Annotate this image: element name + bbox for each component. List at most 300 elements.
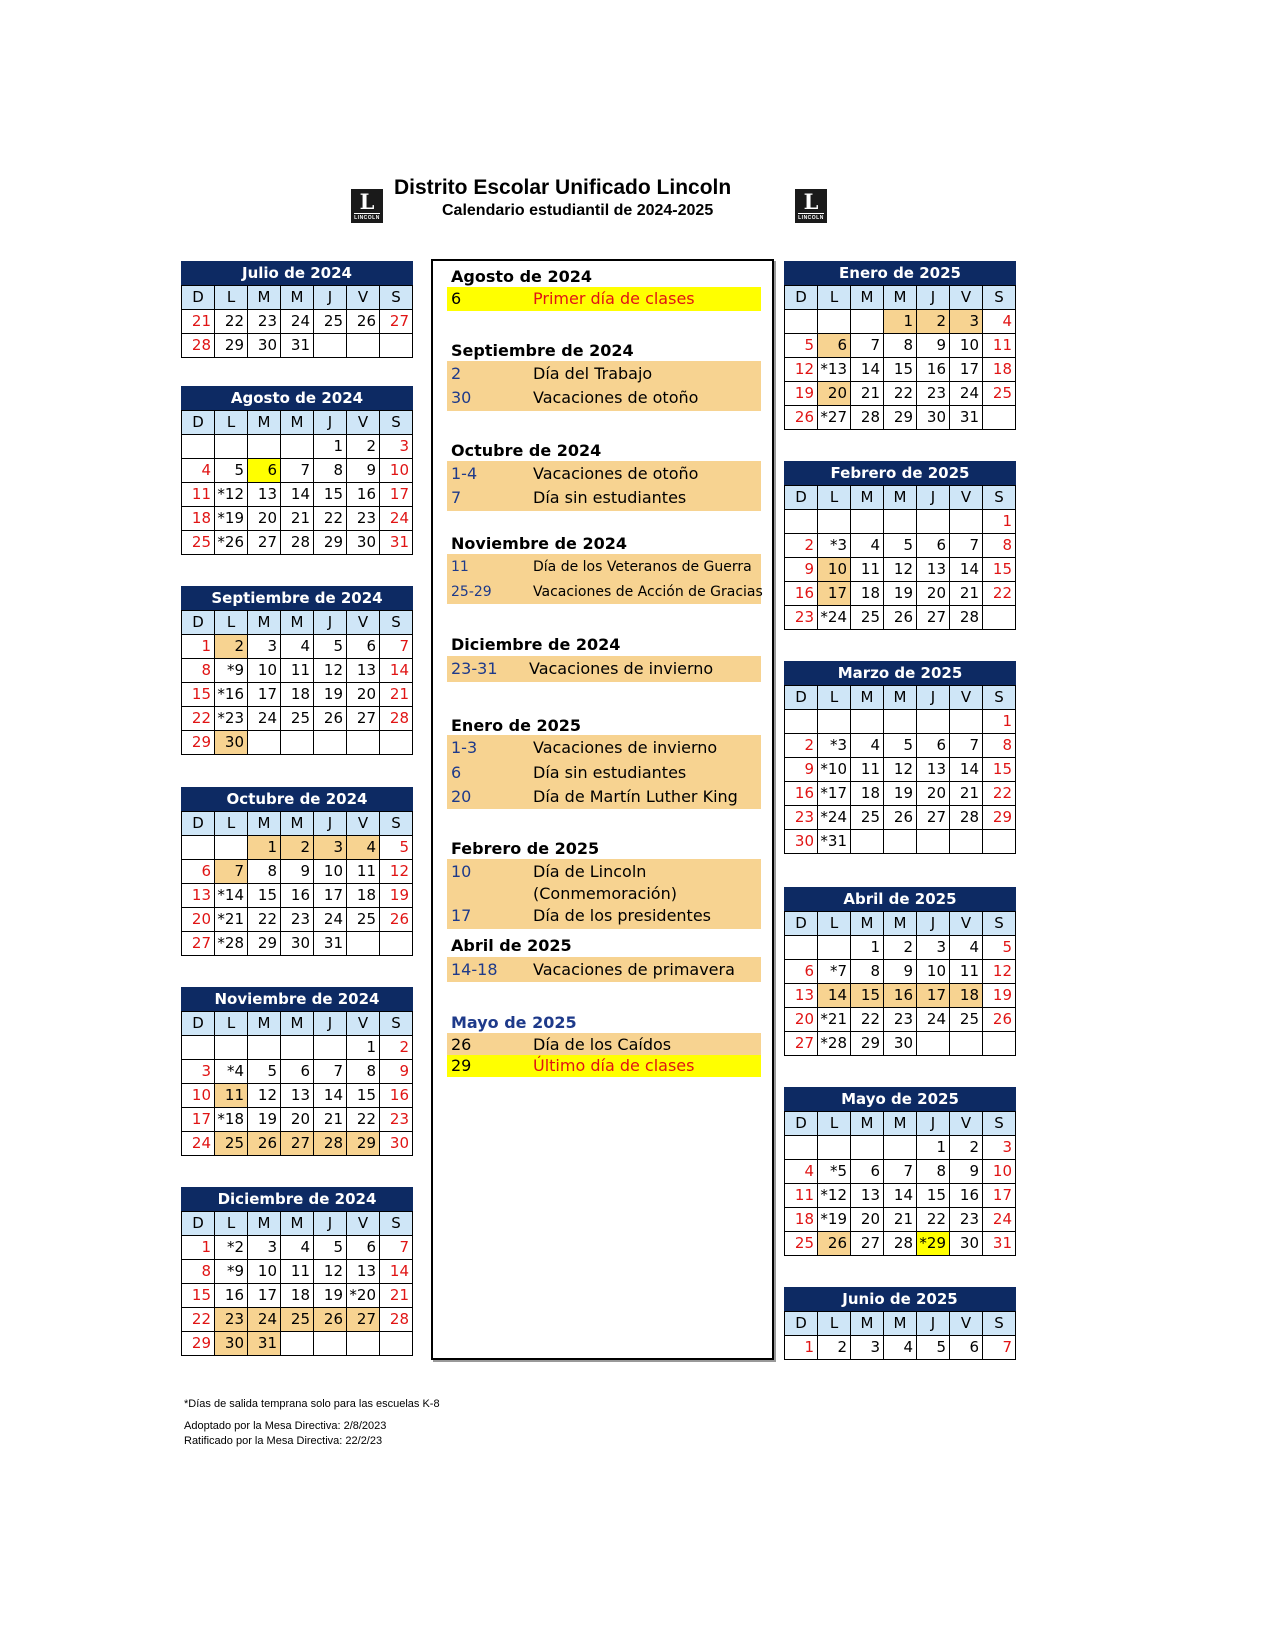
footnote-ratified: Ratificado por la Mesa Directiva: 22/2/23: [184, 1435, 383, 1447]
day-cell: [347, 731, 380, 755]
day-cell: 9: [950, 1160, 983, 1184]
events-heading: Diciembre de 2024: [451, 635, 621, 654]
day-cell: 24: [248, 707, 281, 731]
day-cell: [281, 1036, 314, 1060]
day-cell: 8: [884, 334, 917, 358]
day-cell: 18: [281, 683, 314, 707]
day-cell: 22: [248, 908, 281, 932]
day-cell: 14: [950, 758, 983, 782]
event-date: 23-31: [451, 659, 498, 678]
day-cell: 26: [314, 707, 347, 731]
day-cell: 18: [851, 782, 884, 806]
day-cell: [314, 1036, 347, 1060]
weekday-header: D: [182, 611, 215, 635]
lincoln-logo-left: [351, 189, 383, 223]
day-cell: [314, 731, 347, 755]
day-cell: [380, 334, 413, 358]
event-text: Último día de clases: [533, 1056, 695, 1075]
week-row: [785, 558, 1016, 582]
day-cell: 7: [215, 860, 248, 884]
week-row: [182, 459, 413, 483]
day-cell: 20: [281, 1108, 314, 1132]
day-cell: 5: [215, 459, 248, 483]
calendar-grid: [784, 285, 1016, 430]
weekday-header: J: [917, 912, 950, 936]
day-cell: 21: [281, 507, 314, 531]
weekday-header: M: [281, 411, 314, 435]
day-cell: 4: [884, 1336, 917, 1360]
day-cell: 20: [248, 507, 281, 531]
day-cell: 13: [917, 758, 950, 782]
day-cell: [983, 830, 1016, 854]
weekday-header: M: [248, 1212, 281, 1236]
day-cell: 15: [983, 758, 1016, 782]
day-cell: 6: [248, 459, 281, 483]
day-cell: 25: [314, 310, 347, 334]
day-cell: 2: [785, 734, 818, 758]
day-cell: 16: [785, 782, 818, 806]
week-row: [785, 1184, 1016, 1208]
weekday-header-row: [785, 486, 1016, 510]
weekday-header: S: [983, 486, 1016, 510]
day-cell: 26: [818, 1232, 851, 1256]
month-title: Diciembre de 2024: [181, 1187, 413, 1211]
day-cell: [818, 310, 851, 334]
day-cell: *17: [818, 782, 851, 806]
weekday-header: V: [950, 1112, 983, 1136]
day-cell: 16: [950, 1184, 983, 1208]
event-date: 26: [451, 1035, 472, 1054]
day-cell: 15: [314, 483, 347, 507]
day-cell: 28: [380, 707, 413, 731]
day-cell: 25: [851, 806, 884, 830]
day-cell: [281, 731, 314, 755]
day-cell: 25: [950, 1008, 983, 1032]
day-cell: 17: [248, 1284, 281, 1308]
week-row: [785, 758, 1016, 782]
day-cell: 26: [380, 908, 413, 932]
weekday-header: M: [851, 286, 884, 310]
day-cell: 22: [314, 507, 347, 531]
week-row: [785, 510, 1016, 534]
day-cell: 4: [950, 936, 983, 960]
day-cell: *21: [818, 1008, 851, 1032]
day-cell: 2: [950, 1136, 983, 1160]
weekday-header: L: [215, 611, 248, 635]
day-cell: 27: [347, 1308, 380, 1332]
page-title: Distrito Escolar Unificado Lincoln: [394, 176, 732, 199]
day-cell: 26: [314, 1308, 347, 1332]
day-cell: 13: [281, 1084, 314, 1108]
day-cell: 10: [917, 960, 950, 984]
day-cell: [818, 1136, 851, 1160]
day-cell: 11: [851, 758, 884, 782]
day-cell: [818, 510, 851, 534]
day-cell: 22: [215, 310, 248, 334]
day-cell: 27: [281, 1132, 314, 1156]
day-cell: [182, 1036, 215, 1060]
day-cell: 27: [380, 310, 413, 334]
day-cell: 3: [983, 1136, 1016, 1160]
week-row: [182, 1108, 413, 1132]
event-text: Vacaciones de otoño: [533, 388, 699, 407]
day-cell: 25: [347, 908, 380, 932]
day-cell: *21: [215, 908, 248, 932]
day-cell: 17: [983, 1184, 1016, 1208]
week-row: [182, 836, 413, 860]
day-cell: *18: [215, 1108, 248, 1132]
month-junio-2025: [784, 1287, 1016, 1360]
day-cell: 8: [983, 734, 1016, 758]
day-cell: 10: [314, 860, 347, 884]
weekday-header-row: [182, 611, 413, 635]
day-cell: [281, 435, 314, 459]
day-cell: *20: [347, 1284, 380, 1308]
page-subtitle: Calendario estudiantil de 2024-2025: [442, 202, 714, 219]
day-cell: 15: [182, 683, 215, 707]
day-cell: 20: [182, 908, 215, 932]
day-cell: 17: [314, 884, 347, 908]
calendar-grid: [181, 285, 413, 358]
day-cell: [215, 836, 248, 860]
day-cell: [818, 936, 851, 960]
month-title: Abril de 2025: [784, 887, 1016, 911]
week-row: [182, 1132, 413, 1156]
week-row: [785, 310, 1016, 334]
day-cell: [851, 310, 884, 334]
day-cell: 15: [347, 1084, 380, 1108]
day-cell: 9: [884, 960, 917, 984]
day-cell: 5: [380, 836, 413, 860]
weekday-header: M: [884, 686, 917, 710]
week-row: [785, 984, 1016, 1008]
weekday-header: S: [380, 1012, 413, 1036]
week-row: [182, 683, 413, 707]
day-cell: 20: [851, 1208, 884, 1232]
calendar-grid: [784, 485, 1016, 630]
day-cell: 17: [182, 1108, 215, 1132]
day-cell: 6: [347, 1236, 380, 1260]
weekday-header: J: [314, 1012, 347, 1036]
event-row: [451, 958, 756, 982]
day-cell: 30: [281, 932, 314, 956]
day-cell: 23: [215, 1308, 248, 1332]
day-cell: 4: [281, 635, 314, 659]
day-cell: 5: [884, 734, 917, 758]
weekday-header: J: [917, 486, 950, 510]
day-cell: 29: [884, 406, 917, 430]
week-row: [785, 1008, 1016, 1032]
logo-word: LINCOLN: [798, 214, 824, 221]
weekday-header: L: [818, 486, 851, 510]
day-cell: [818, 710, 851, 734]
day-cell: 28: [884, 1232, 917, 1256]
weekday-header: D: [182, 812, 215, 836]
day-cell: 5: [314, 635, 347, 659]
day-cell: 30: [884, 1032, 917, 1056]
week-row: [182, 1308, 413, 1332]
event-date: 7: [451, 488, 462, 507]
weekday-header: M: [851, 1112, 884, 1136]
weekday-header: M: [884, 1312, 917, 1336]
day-cell: *23: [215, 707, 248, 731]
day-cell: *13: [818, 358, 851, 382]
event-row: [451, 736, 756, 760]
day-cell: 30: [215, 1332, 248, 1356]
lincoln-logo-right: [795, 189, 827, 223]
weekday-header: M: [884, 286, 917, 310]
day-cell: 16: [785, 582, 818, 606]
event-text: Día sin estudiantes: [533, 763, 687, 782]
day-cell: 2: [347, 435, 380, 459]
day-cell: 7: [380, 635, 413, 659]
day-cell: 28: [380, 1308, 413, 1332]
week-row: [785, 334, 1016, 358]
day-cell: 9: [380, 1060, 413, 1084]
event-text: Día de Lincoln: [533, 862, 647, 881]
weekday-header: S: [380, 611, 413, 635]
weekday-header: S: [983, 1312, 1016, 1336]
day-cell: 21: [851, 382, 884, 406]
day-cell: 8: [314, 459, 347, 483]
day-cell: 18: [983, 358, 1016, 382]
event-row: [451, 882, 756, 906]
day-cell: [884, 1136, 917, 1160]
weekday-header: M: [281, 1212, 314, 1236]
week-row: [182, 1260, 413, 1284]
events-heading: Abril de 2025: [451, 936, 572, 955]
event-text: Día de los Caídos: [533, 1035, 672, 1054]
day-cell: [347, 334, 380, 358]
day-cell: 19: [248, 1108, 281, 1132]
weekday-header: S: [380, 812, 413, 836]
event-text: Vacaciones de primavera: [533, 960, 735, 979]
day-cell: 25: [983, 382, 1016, 406]
day-cell: 1: [785, 1336, 818, 1360]
weekday-header: D: [785, 486, 818, 510]
week-row: [785, 1232, 1016, 1256]
day-cell: [785, 710, 818, 734]
week-row: [785, 734, 1016, 758]
day-cell: 7: [950, 534, 983, 558]
day-cell: 29: [215, 334, 248, 358]
day-cell: 1: [182, 1236, 215, 1260]
day-cell: 22: [182, 1308, 215, 1332]
weekday-header: V: [347, 286, 380, 310]
day-cell: [281, 1332, 314, 1356]
month-enero-2025: [784, 261, 1016, 430]
weekday-header: D: [785, 286, 818, 310]
day-cell: *7: [818, 960, 851, 984]
weekday-header: M: [248, 286, 281, 310]
day-cell: 11: [281, 659, 314, 683]
weekday-header: L: [215, 812, 248, 836]
day-cell: 1: [182, 635, 215, 659]
weekday-header: V: [950, 286, 983, 310]
day-cell: 3: [950, 310, 983, 334]
day-cell: 3: [380, 435, 413, 459]
weekday-header: J: [917, 1312, 950, 1336]
event-row: [451, 486, 756, 510]
day-cell: 29: [347, 1132, 380, 1156]
day-cell: 26: [248, 1132, 281, 1156]
event-text: Día de Martín Luther King: [533, 787, 738, 806]
weekday-header-row: [182, 411, 413, 435]
weekday-header-row: [182, 1212, 413, 1236]
day-cell: *2: [215, 1236, 248, 1260]
weekday-header: S: [983, 686, 1016, 710]
weekday-header: L: [818, 686, 851, 710]
day-cell: 20: [917, 582, 950, 606]
weekday-header: J: [314, 286, 347, 310]
day-cell: 13: [347, 659, 380, 683]
events-heading: Mayo de 2025: [451, 1013, 577, 1032]
day-cell: 16: [347, 483, 380, 507]
day-cell: [380, 1332, 413, 1356]
day-cell: *14: [215, 884, 248, 908]
day-cell: 11: [182, 483, 215, 507]
day-cell: *12: [818, 1184, 851, 1208]
day-cell: 7: [380, 1236, 413, 1260]
month-title: Agosto de 2024: [181, 386, 413, 410]
weekday-header: V: [950, 912, 983, 936]
day-cell: 3: [314, 836, 347, 860]
day-cell: 11: [281, 1260, 314, 1284]
day-cell: 28: [281, 531, 314, 555]
event-date: 10: [451, 862, 472, 881]
week-row: [182, 659, 413, 683]
day-cell: 12: [785, 358, 818, 382]
day-cell: 13: [182, 884, 215, 908]
day-cell: 17: [248, 683, 281, 707]
day-cell: 10: [818, 558, 851, 582]
day-cell: 29: [182, 1332, 215, 1356]
day-cell: *19: [215, 507, 248, 531]
event-date: 2: [451, 364, 462, 383]
day-cell: 10: [248, 1260, 281, 1284]
day-cell: 6: [917, 734, 950, 758]
day-cell: 23: [884, 1008, 917, 1032]
weekday-header: D: [785, 686, 818, 710]
day-cell: *24: [818, 606, 851, 630]
day-cell: 22: [983, 582, 1016, 606]
day-cell: 18: [785, 1208, 818, 1232]
day-cell: 2: [884, 936, 917, 960]
day-cell: 5: [983, 936, 1016, 960]
event-row: [451, 657, 756, 681]
day-cell: 27: [917, 606, 950, 630]
day-cell: [248, 1036, 281, 1060]
week-row: [182, 1332, 413, 1356]
day-cell: 10: [983, 1160, 1016, 1184]
day-cell: 13: [785, 984, 818, 1008]
day-cell: 24: [983, 1208, 1016, 1232]
weekday-header: M: [884, 1112, 917, 1136]
day-cell: *28: [215, 932, 248, 956]
weekday-header: M: [884, 912, 917, 936]
day-cell: 11: [851, 558, 884, 582]
day-cell: 23: [380, 1108, 413, 1132]
day-cell: [950, 510, 983, 534]
day-cell: 15: [851, 984, 884, 1008]
day-cell: 19: [380, 884, 413, 908]
day-cell: 3: [248, 1236, 281, 1260]
day-cell: 15: [917, 1184, 950, 1208]
day-cell: 26: [347, 310, 380, 334]
weekday-header: S: [380, 286, 413, 310]
event-row: [451, 287, 756, 311]
day-cell: 27: [917, 806, 950, 830]
weekday-header-row: [182, 1012, 413, 1036]
day-cell: [884, 830, 917, 854]
day-cell: 30: [347, 531, 380, 555]
day-cell: 25: [281, 707, 314, 731]
logo-letter: L: [803, 188, 819, 214]
week-row: [785, 936, 1016, 960]
day-cell: 27: [182, 932, 215, 956]
weekday-header: J: [314, 1212, 347, 1236]
day-cell: 16: [917, 358, 950, 382]
day-cell: 19: [314, 1284, 347, 1308]
event-date: 1-4: [451, 464, 478, 483]
month-febrero-2025: [784, 461, 1016, 630]
week-row: [182, 483, 413, 507]
day-cell: 6: [182, 860, 215, 884]
day-cell: 30: [950, 1232, 983, 1256]
event-row: [451, 555, 756, 579]
weekday-header: J: [917, 1112, 950, 1136]
day-cell: 30: [215, 731, 248, 755]
day-cell: 3: [917, 936, 950, 960]
day-cell: 23: [347, 507, 380, 531]
day-cell: 24: [917, 1008, 950, 1032]
event-row: [451, 462, 756, 486]
event-date: 20: [451, 787, 472, 806]
day-cell: 27: [347, 707, 380, 731]
day-cell: 11: [347, 860, 380, 884]
weekday-header: V: [950, 1312, 983, 1336]
weekday-header: L: [818, 912, 851, 936]
day-cell: 6: [785, 960, 818, 984]
day-cell: 5: [917, 1336, 950, 1360]
day-cell: 16: [884, 984, 917, 1008]
day-cell: 7: [884, 1160, 917, 1184]
day-cell: [182, 435, 215, 459]
weekday-header: D: [785, 1312, 818, 1336]
day-cell: *31: [818, 830, 851, 854]
event-text: Vacaciones de invierno: [529, 659, 714, 678]
day-cell: 14: [314, 1084, 347, 1108]
day-cell: [983, 406, 1016, 430]
day-cell: 8: [248, 860, 281, 884]
week-row: [785, 1160, 1016, 1184]
week-row: [182, 1284, 413, 1308]
day-cell: 8: [347, 1060, 380, 1084]
weekday-header: M: [281, 286, 314, 310]
day-cell: 6: [818, 334, 851, 358]
weekday-header: L: [215, 1012, 248, 1036]
weekday-header: L: [818, 1112, 851, 1136]
day-cell: 7: [983, 1336, 1016, 1360]
week-row: [182, 1236, 413, 1260]
day-cell: 10: [182, 1084, 215, 1108]
logo-word: LINCOLN: [354, 214, 380, 221]
day-cell: [917, 510, 950, 534]
weekday-header: V: [347, 411, 380, 435]
event-row: [451, 386, 756, 410]
footnote-adopted: Adoptado por la Mesa Directiva: 2/8/2023: [184, 1420, 387, 1432]
day-cell: 6: [917, 534, 950, 558]
